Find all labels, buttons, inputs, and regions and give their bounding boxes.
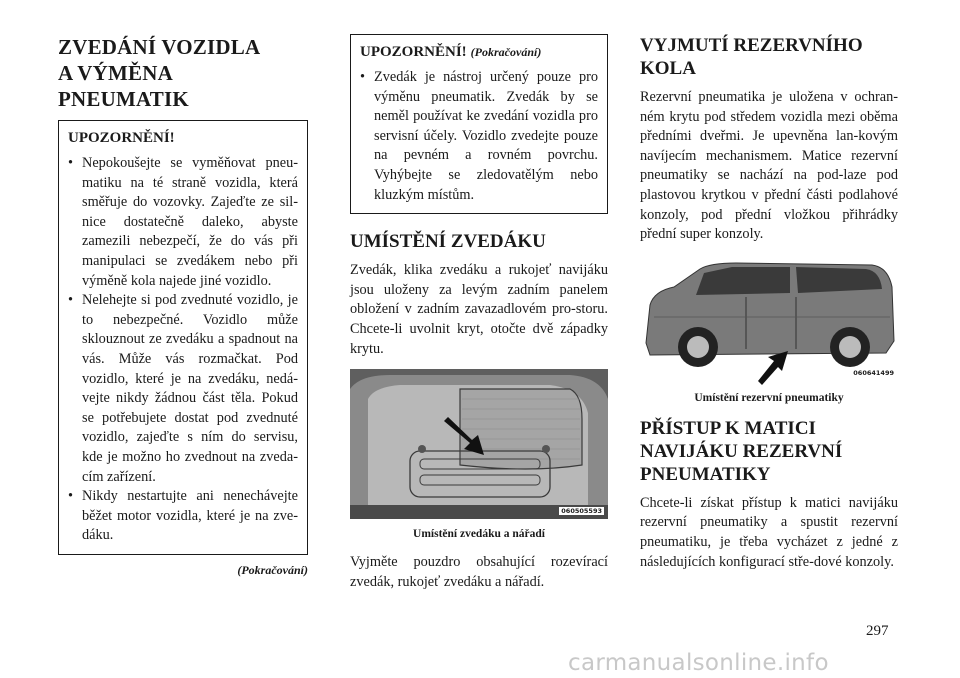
paragraph: Chcete-li získat přístup k matici navijáku rezervní pneumatiky a spustit rezervní pneumatiku, je třeba vycházet z jedné z následujících konfigurací stře-dové konzoly. (640, 494, 898, 570)
figure-code: 060505593 (561, 507, 602, 516)
continued-label: (Pokračování) (237, 562, 308, 577)
page-number: 297 (866, 623, 889, 639)
warning-item: • Nelehejte si pod zvednuté vozidlo, je to nebezpečné. Vozidlo může sklouznout ze zvedáku a spadnout na vás. Může vás rozmačkat. Pod vozidlo, které je na zvedáku, nedá-vejte nikdy žádnou část těla. Pokud se potřebujete dostat pod zvednuté vozidlo, zajeďte s ním do servisu, kde je možno ho zvednout na zveda-cím zařízení. (68, 292, 298, 485)
warning-title: UPOZORNĚNÍ! (68, 130, 175, 146)
figure-code: 060641499 (853, 368, 894, 377)
section-heading-jacking: ZVEDÁNÍ VOZIDLA A VÝMĚNA PNEUMATIK (58, 35, 261, 111)
warning-item: • Zvedák je nástroj určený pouze pro výměnu pneumatik. Zvedák by se neměl používat ke zvedání vozidla pro servisní účely. Vozidlo zvedejte pouze na pevném a rovném povrchu. Vyhýbejte se zledovatělým nebo kluzkým místům. (360, 69, 598, 203)
column-middle (350, 34, 608, 592)
paragraph: Vyjměte pouzdro obsahující rozevírací zvedák, rukojeť zvedáku a nářadí. (350, 554, 608, 590)
warning-title: UPOZORNĚNÍ! (Pokračování) (360, 44, 542, 60)
paragraph: Rezervní pneumatika je uložena v ochran-ném krytu pod středem vozidla mezi oběma předními dveřmi. Je upevněna lan-kovým navíjecím mechanismem. Matice rezervní pneumatiky se nachází na pod-laze pod plastovou krytkou v přední části podlahové konzoly, pod přední vložkou přihrádky přední super konzoly. (640, 89, 898, 243)
warning-item: • Nepokoušejte se vyměňovat pneu-matiku na té straně vozidla, která směřuje do vozovky. Zajeďte ze sil-nice dostatečně daleko, abyste zamezili nebezpečí, že do vás při manipulaci se zvedákem nebo při výměně kola najede jiné vozidlo. (68, 155, 298, 289)
warning-list (360, 68, 598, 205)
trunk-panel-illustration (350, 369, 608, 519)
section-heading-spare-removal: VYJMUTÍ REZERVNÍHO KOLA (640, 35, 863, 79)
minivan-illustration (640, 257, 898, 387)
figure-caption: Umístění zvedáku a nářadí (413, 528, 545, 541)
warning-item: • Nikdy nestartujte ani nenechávejte běžet motor vozidla, které je na zve-dáku. (68, 488, 298, 544)
jack-location-figure (350, 369, 608, 519)
spare-tire-figure (640, 257, 898, 387)
watermark: carmanualsonline.info (568, 650, 829, 676)
warning-list (68, 154, 298, 546)
column-left (58, 34, 308, 578)
paragraph: Zvedák, klika zvedáku a rukojeť navijáku jsou uloženy za levým zadním panelem obložení v zadním zavazadlovém pro-storu. Chcete-li uvolnit kryt, otočte dvě západky krytu. (350, 262, 608, 357)
figure-caption: Umístění rezervní pneumatiky (694, 391, 844, 404)
section-heading-spare-nut-access: PŘÍSTUP K MATICI NAVIJÁKU REZERVNÍ PNEUMATIKY (640, 417, 843, 485)
warning-continued: (Pokračování) (470, 45, 542, 59)
warning-box-1 (58, 120, 308, 555)
column-right (640, 34, 898, 572)
warning-box-2 (350, 34, 608, 214)
section-heading-jack-location: UMÍSTĚNÍ ZVEDÁKU (350, 231, 546, 253)
